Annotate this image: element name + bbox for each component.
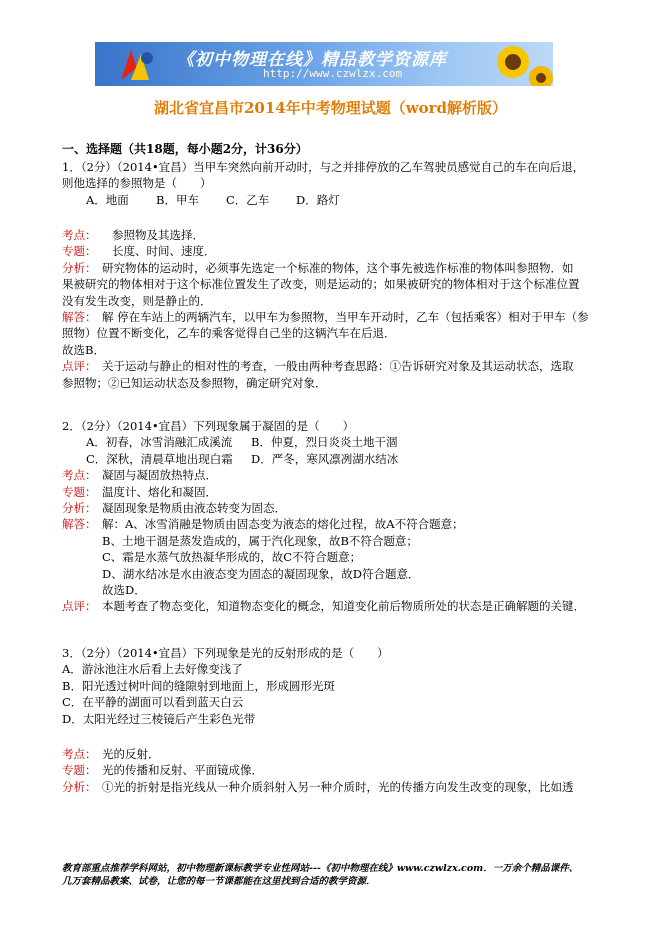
dianping-row xyxy=(62,358,602,374)
header-banner xyxy=(95,42,553,86)
question-stem: 则他选择的参照物是（ ） xyxy=(62,176,212,191)
zhuanti-text: 长度、时间、速度． xyxy=(112,244,216,259)
kaodian-row xyxy=(62,227,602,243)
jieda-text: 解：A、冰雪消融是物质由固态变为液态的熔化过程，故A不符合题意； xyxy=(102,517,464,532)
fenxi-text: 凝固现象是物质由液态转变为固态． xyxy=(102,501,286,516)
jieda-text: 故选B． xyxy=(62,342,105,357)
option-d: D．严冬，寒风凛冽湖水结冰 xyxy=(251,451,399,466)
jieda-label: 解答： xyxy=(62,310,97,325)
question-2 xyxy=(62,418,602,615)
question-stem: 3．（2分）（2014•宜昌）下列现象是光的反射形成的是（ ） xyxy=(62,646,389,660)
jieda-row xyxy=(62,516,602,532)
zhuanti-text: 光的传播和反射、平面镜成像． xyxy=(102,763,263,778)
dianping-text: 关于运动与静止的相对性的考查，一般由两种考查思路：①告诉研究对象及其运动状态，选取 xyxy=(102,359,574,374)
kaodian-label: 考点： xyxy=(62,228,97,242)
option-a: A．地面 xyxy=(86,192,129,207)
fenxi-text: ①光的折射是指光线从一种介质斜射入另一种介质时，光的传播方向发生改变的现象，比如透 xyxy=(102,779,574,794)
zhuanti-row xyxy=(62,762,602,778)
dianping-label: 点评： xyxy=(62,359,97,374)
fenxi-row xyxy=(62,260,602,276)
question-1-analysis xyxy=(62,227,602,391)
banner-title: 《初中物理在线》精品教学资源库 xyxy=(177,50,447,70)
kaodian-text: 凝固与凝固放热特点． xyxy=(102,468,217,483)
kaodian-row xyxy=(62,746,602,762)
question-stem: 2．（2分）（2014•宜昌）下列现象属于凝固的是（ ） xyxy=(62,419,355,433)
jieda-text: 故选D． xyxy=(102,583,146,598)
options-row xyxy=(62,434,602,450)
dianping-text: 本题考查了物态变化，知道物态变化的概念，知道变化前后物质所处的状态是正确解题的关键． xyxy=(102,599,585,614)
document-title: 湖北省宜昌市2014年中考物理试题（word解析版） xyxy=(153,99,508,117)
question-3-analysis xyxy=(62,746,602,795)
jieda-text: B、土地干涸是蒸发造成的，属于汽化现象，故B不符合题意； xyxy=(102,533,418,548)
zhuanti-label: 专题： xyxy=(62,763,97,778)
jieda-text: 照物）位置不断变化，乙车的乘客觉得自己坐的这辆汽车在后退． xyxy=(62,326,396,341)
fenxi-label: 分析： xyxy=(62,260,97,275)
options-row xyxy=(62,451,602,467)
question-1 xyxy=(62,159,602,208)
section-heading: 一、选择题（共18题，每小题2分，计36分） xyxy=(62,142,308,156)
fenxi-text: 果被研究的物体相对于这个标准位置发生了改变，则是运动的；如果被研究的物体相对于这个标准位置 xyxy=(62,277,580,292)
fenxi-text: 没有发生改变，则是静止的． xyxy=(62,293,212,308)
option-c: C．深秋，清晨草地出现白霜 xyxy=(86,451,233,466)
jieda-label: 解答： xyxy=(62,517,97,532)
dianping-label: 点评： xyxy=(62,599,97,614)
site-logo xyxy=(117,46,157,82)
options-row xyxy=(62,192,602,208)
zhuanti-row xyxy=(62,243,602,259)
fenxi-text: 研究物体的运动时，必须事先选定一个标准的物体，这个事先被选作标准的物体叫参照物．如 xyxy=(102,260,574,275)
option-b: B．仲夏，烈日炎炎土地干涸 xyxy=(251,435,398,450)
jieda-text: 解 停在车站上的两辆汽车，以甲车为参照物，当甲车开动时，乙车（包括乘客）相对于甲车（参 xyxy=(102,310,589,325)
page-footer xyxy=(62,862,602,888)
kaodian-row xyxy=(62,467,602,483)
jieda-text: C、霜是水蒸气放热凝华形成的，故C不符合题意； xyxy=(102,550,362,565)
option-a: A．初春，冰雪消融汇成溪流 xyxy=(86,435,233,450)
kaodian-label: 考点： xyxy=(62,468,97,483)
zhuanti-label: 专题： xyxy=(62,484,97,499)
kaodian-text: 参照物及其选择． xyxy=(112,228,204,242)
fenxi-label: 分析： xyxy=(62,501,97,516)
fenxi-label: 分析： xyxy=(62,779,97,794)
option-b: B．甲车 xyxy=(156,192,199,207)
option-a: A．游泳池注水后看上去好像变浅了 xyxy=(62,662,243,677)
zhuanti-label: 专题： xyxy=(62,244,97,259)
fenxi-row xyxy=(62,779,602,795)
option-c: C．在平静的湖面可以看到蓝天白云 xyxy=(62,695,244,710)
option-b: B．阳光透过树叶间的缝隙射到地面上，形成圆形光斑 xyxy=(62,678,335,693)
question-stem: 1．（2分）（2014•宜昌）当甲车突然向前开动时，与之并排停放的乙车驾驶员感觉自己的车在向后退， xyxy=(62,160,585,174)
footer-line: 教育部重点推荐学科网站，初中物理新课标教学专业性网站---《初中物理在线》www.czwlzx.com．一万余个精品课件、 xyxy=(62,863,579,874)
banner-url[interactable]: http://www.czwlzx.com xyxy=(263,67,403,80)
dianping-text: 参照物；②已知运动状态及参照物，确定研究对象． xyxy=(62,375,327,390)
dianping-row xyxy=(62,598,602,614)
fenxi-row xyxy=(62,500,602,516)
option-c: C．乙车 xyxy=(226,192,270,207)
option-d: D．太阳光经过三棱镜后产生彩色光带 xyxy=(62,711,256,726)
jieda-row xyxy=(62,309,602,325)
footer-line: 几万套精品教案、试卷，让您的每一节课都能在这里找到合适的教学资源． xyxy=(62,876,376,887)
question-3 xyxy=(62,645,602,727)
zhuanti-text: 温度计、熔化和凝固． xyxy=(102,484,217,499)
jieda-text: D、湖水结冰是水由液态变为固态的凝固现象，故D符合题意． xyxy=(102,566,420,581)
option-d: D．路灯 xyxy=(296,192,340,207)
sunflower-icon xyxy=(483,42,553,86)
kaodian-text: 光的反射． xyxy=(102,747,160,761)
kaodian-label: 考点： xyxy=(62,747,97,761)
zhuanti-row xyxy=(62,484,602,500)
